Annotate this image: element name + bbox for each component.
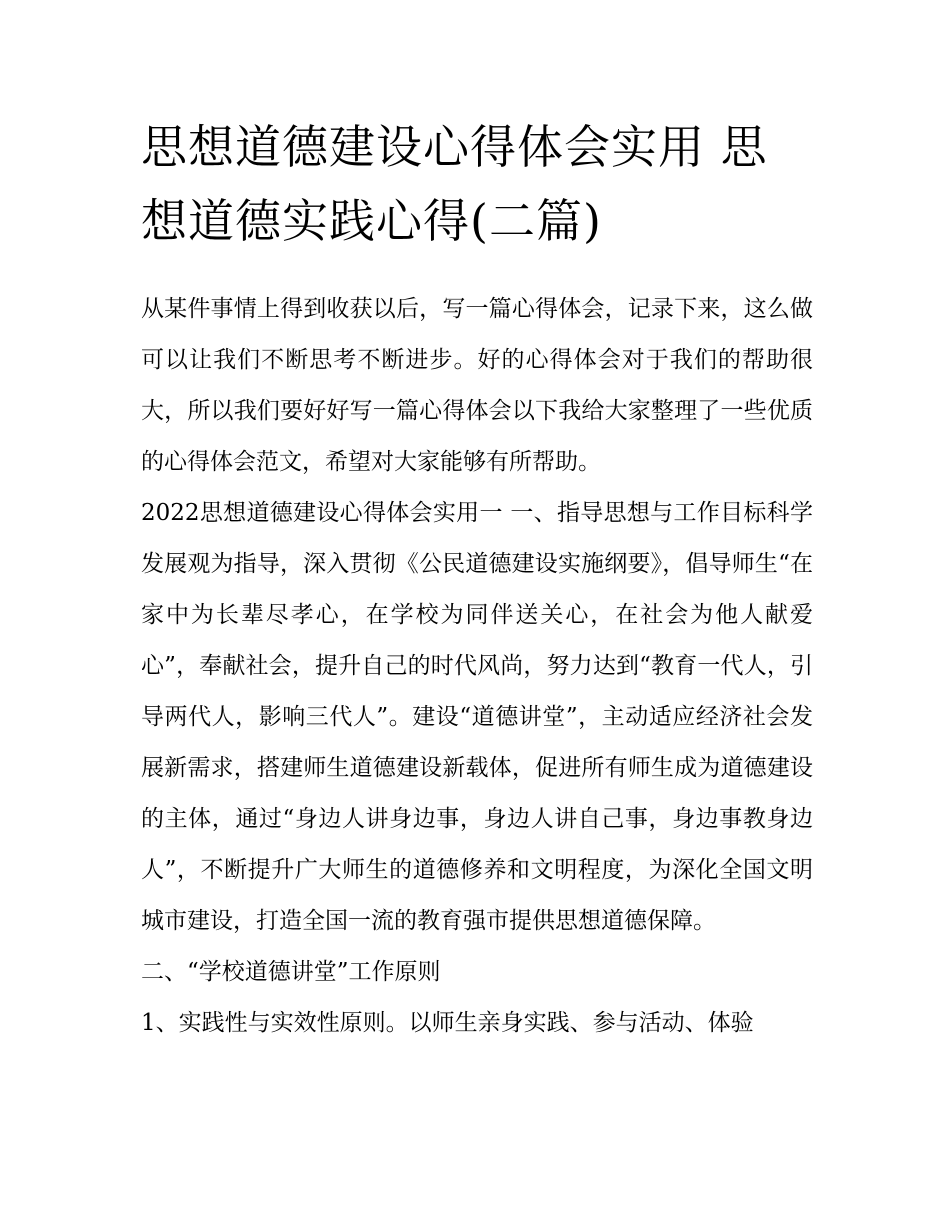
principle-item-1: 1、实践性与实效性原则。以师生亲身实践、参与活动、体验 — [141, 1010, 754, 1036]
guiding-ideology-paragraph: 2022思想道德建设心得体会实用一 一、指导思想与工作目标科学发展观为指导，深入贯彻《公民道德建设实施纲要》，倡导师生“在家中为长辈尽孝心，在学校为同伴送关心，在社会为他人献爱心”，奉献社会，提升自己的时代风尚，努力达到“教育一代人，引导两代人，影响三代人”。建设“道德讲堂”，主动适应经济社会发展新需求，搭建师生道德建设新载体，促进所有师生成为道德建设的主体，通过“身边人讲身边事，身边人讲自己事，身边事教身边人”，不断提升广大师生的道德修养和文明程度，为深化全国文明城市建设，打造全国一流的教育强市提供思想道德保障。 — [141, 500, 813, 934]
document-body — [141, 284, 813, 1049]
document-page — [141, 110, 813, 1049]
section-heading-principles: 二、“学校道德讲堂”工作原则 — [141, 959, 441, 985]
intro-paragraph: 从某件事情上得到收获以后，写一篇心得体会，记录下来，这么做可以让我们不断思考不断进步。好的心得体会对于我们的帮助很大，所以我们要好好写一篇心得体会以下我给大家整理了一些优质的心得体会范文，希望对大家能够有所帮助。 — [141, 296, 813, 475]
document-title: 思想道德建设心得体会实用 思想道德实践心得(二篇) — [141, 120, 768, 248]
